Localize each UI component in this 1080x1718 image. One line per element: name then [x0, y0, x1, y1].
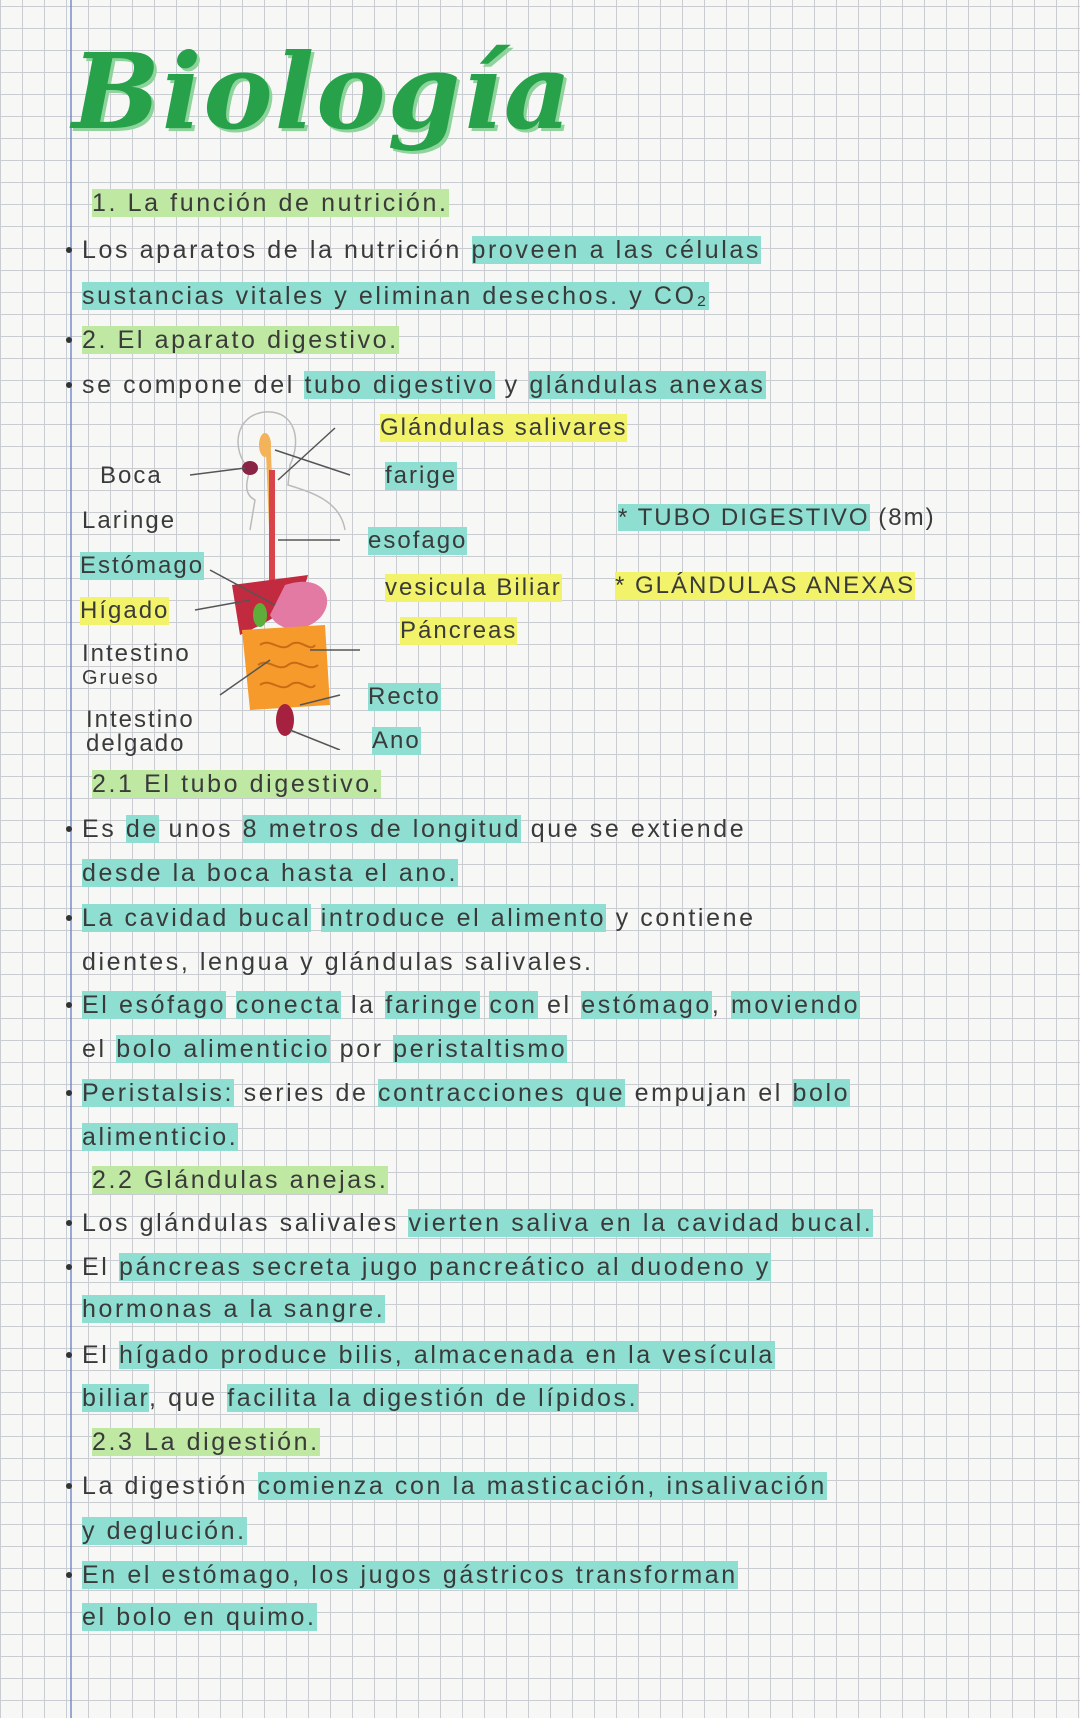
- bullet-line: [82, 1076, 850, 1110]
- text-segment: dientes, lengua y glándulas salivales.: [82, 948, 594, 976]
- section-heading: [92, 767, 381, 801]
- text-segment: El: [82, 1253, 119, 1281]
- text-segment: y contiene: [606, 904, 756, 932]
- bullet-line: [82, 812, 746, 846]
- highlighted-text: conecta: [235, 991, 342, 1019]
- label-pancreas: Páncreas: [400, 617, 518, 644]
- highlighted-text: hígado produce bilis, almacenada en la vesícula: [118, 1341, 775, 1369]
- continuation-line: [82, 1032, 567, 1066]
- highlighted-text: tubo digestivo: [304, 371, 496, 399]
- bullet-line: [82, 1558, 738, 1592]
- highlighted-text: y deglución.: [82, 1517, 247, 1545]
- highlighted-text: bolo alimenticio: [116, 1035, 331, 1063]
- text-segment: empujan el: [625, 1079, 793, 1107]
- highlighted-text: 2.1 El tubo digestivo.: [92, 770, 382, 798]
- text-segment: , que: [149, 1384, 228, 1412]
- notebook-margin-line: [70, 0, 72, 1718]
- label-intestino-grueso: Intestino: [82, 640, 191, 667]
- note-glandulas-anexas: * GLÁNDULAS ANEXAS: [615, 572, 916, 599]
- highlighted-text: estómago: [581, 991, 712, 1019]
- label-ano: Ano: [372, 727, 421, 754]
- text-segment: por: [330, 1035, 394, 1063]
- bullet-line: [82, 1338, 775, 1372]
- text-segment: El: [82, 1341, 119, 1369]
- continuation-line: [82, 279, 709, 313]
- highlighted-text: sustancias vitales y eliminan desechos. y CO₂: [82, 282, 709, 310]
- highlighted-text: faringe: [385, 991, 480, 1019]
- bullet-line: [82, 368, 766, 402]
- highlighted-text: bolo: [792, 1079, 851, 1107]
- highlighted-text: En el estómago, los jugos gástricos transforman: [82, 1561, 738, 1589]
- note-tubo-length: (8m): [869, 504, 936, 531]
- text-segment: la: [341, 991, 386, 1019]
- bullet-line: [82, 988, 860, 1022]
- digestive-system-illustration: [190, 410, 380, 750]
- highlighted-text: de: [125, 815, 159, 843]
- label-intestino-delgado: Intestino: [86, 706, 195, 733]
- continuation-line: [82, 1514, 247, 1548]
- highlighted-text: 2.2 Glándulas anejas.: [92, 1166, 389, 1194]
- highlighted-text: desde la boca hasta el ano.: [82, 859, 458, 887]
- label-vesicula-biliar: vesicula Biliar: [385, 574, 562, 601]
- note-tubo-label: * TUBO DIGESTIVO: [618, 504, 870, 531]
- label-intestino-delgado-2: delgado: [86, 730, 186, 757]
- highlighted-text: 2. El aparato digestivo.: [82, 326, 399, 354]
- bullet-line: [82, 901, 756, 935]
- text-segment: Es: [82, 815, 126, 843]
- label-laringe: Laringe: [82, 507, 177, 534]
- label-estomago: Estómago: [80, 552, 205, 579]
- highlighted-text: peristaltismo: [393, 1035, 568, 1063]
- continuation-line: [82, 1292, 385, 1326]
- bullet-line: [82, 1206, 873, 1240]
- page-title: Biología: [72, 30, 574, 153]
- highlighted-text: introduce el alimento: [320, 904, 607, 932]
- bullet-line: [82, 1469, 827, 1503]
- label-boca: Boca: [100, 462, 163, 489]
- bullet-line: [82, 233, 761, 267]
- continuation-line: [82, 856, 458, 890]
- text-segment: [311, 904, 321, 932]
- text-segment: Los aparatos de la nutrición: [82, 236, 472, 264]
- text-segment: La digestión: [82, 1472, 258, 1500]
- section-heading: [92, 1425, 320, 1459]
- highlighted-text: alimenticio.: [82, 1123, 239, 1151]
- continuation-line: [82, 1120, 238, 1154]
- highlighted-text: proveen a las células: [471, 236, 761, 264]
- highlighted-text: vierten saliva en la cavidad bucal.: [408, 1209, 874, 1237]
- highlighted-text: moviendo: [730, 991, 861, 1019]
- highlighted-text: hormonas a la sangre.: [82, 1295, 386, 1323]
- label-intestino-grueso-2: Grueso: [82, 667, 160, 689]
- text-segment: ,: [711, 991, 731, 1019]
- label-higado: Hígado: [80, 597, 170, 624]
- label-faringe: farige: [385, 462, 458, 489]
- text-segment: [480, 991, 490, 1019]
- highlighted-text: 8 metros de longitud: [242, 815, 522, 843]
- text-segment: [226, 991, 236, 1019]
- label-esofago: esofago: [368, 527, 468, 554]
- label-glandulas-salivares: Glándulas salivares: [380, 414, 628, 441]
- bullet-line: [82, 323, 399, 357]
- highlighted-text: Peristalsis:: [82, 1079, 235, 1107]
- section-heading: [92, 186, 449, 220]
- text-segment: el: [82, 1035, 117, 1063]
- text-segment: Los glándulas salivales: [82, 1209, 409, 1237]
- bullet-line: [82, 1250, 771, 1284]
- highlighted-text: La cavidad bucal: [82, 904, 312, 932]
- text-segment: unos: [158, 815, 243, 843]
- highlighted-text: glándulas anexas: [529, 371, 766, 399]
- note-tubo-digestivo: [618, 504, 936, 532]
- highlighted-text: biliar: [82, 1384, 150, 1412]
- highlighted-text: 2.3 La digestión.: [92, 1428, 320, 1456]
- highlighted-text: comienza con la masticación, insalivación: [257, 1472, 827, 1500]
- continuation-line: [82, 945, 594, 979]
- highlighted-text: El esófago: [82, 991, 227, 1019]
- highlighted-text: 1. La función de nutrición.: [92, 189, 449, 217]
- continuation-line: [82, 1381, 638, 1415]
- label-recto: Recto: [368, 683, 441, 710]
- text-segment: series de: [234, 1079, 378, 1107]
- text-segment: y: [495, 371, 530, 399]
- highlighted-text: facilita la digestión de lípidos.: [227, 1384, 639, 1412]
- highlighted-text: con: [489, 991, 538, 1019]
- text-segment: se compone del: [82, 371, 305, 399]
- text-segment: el: [537, 991, 582, 1019]
- section-heading: [92, 1163, 388, 1197]
- continuation-line: [82, 1600, 317, 1634]
- highlighted-text: páncreas secreta jugo pancreático al duodeno y: [118, 1253, 771, 1281]
- highlighted-text: el bolo en quimo.: [82, 1603, 317, 1631]
- highlighted-text: contracciones que: [378, 1079, 626, 1107]
- text-segment: que se extiende: [521, 815, 747, 843]
